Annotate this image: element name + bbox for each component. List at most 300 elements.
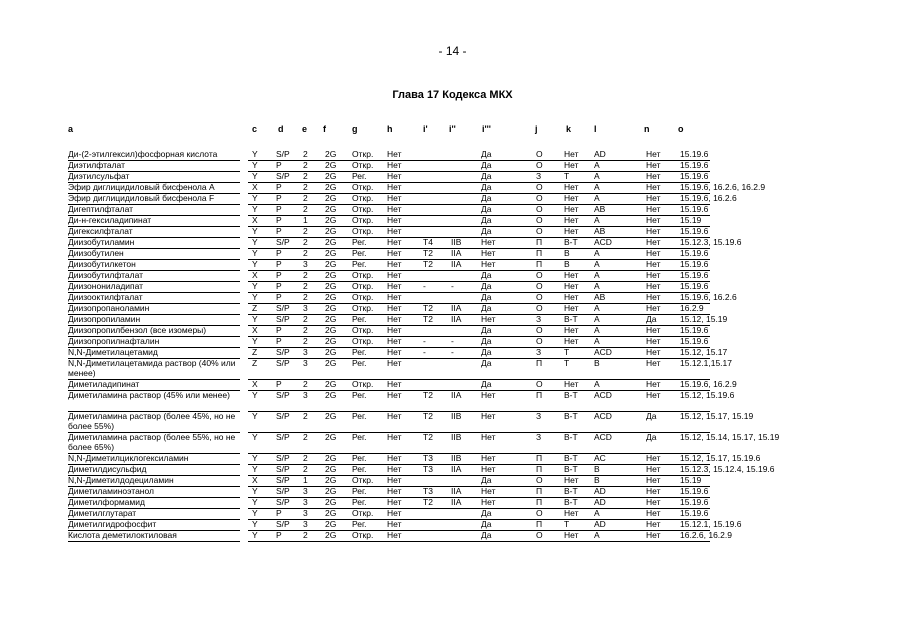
cell-i1: T2 <box>423 390 433 400</box>
substance-name: Диметиладипинат <box>68 379 140 389</box>
cell-n: Нет <box>646 347 661 357</box>
cell-c: X <box>252 325 258 335</box>
cell-f: 2G <box>325 530 337 540</box>
cell-j: О <box>536 379 543 389</box>
cell-d: P <box>276 204 282 214</box>
cell-l: A <box>594 314 600 324</box>
cell-j: П <box>536 464 543 474</box>
table-row <box>0 412 905 433</box>
cell-l: ACD <box>594 237 612 247</box>
substance-name: Диметилгидрофосфит <box>68 519 157 529</box>
cell-d: S/P <box>276 149 290 159</box>
cell-j: О <box>536 204 543 214</box>
cell-i1: T3 <box>423 486 433 496</box>
cell-n: Нет <box>646 215 661 225</box>
cell-k: В-Т <box>564 464 578 474</box>
cell-g: Откр. <box>352 508 374 518</box>
cell-e: 3 <box>303 508 308 518</box>
cell-d: S/P <box>276 237 290 247</box>
cell-e: 2 <box>303 270 308 280</box>
cell-d: S/P <box>276 464 290 474</box>
cell-j: О <box>536 336 543 346</box>
substance-name: Диметилдисульфид <box>68 464 147 474</box>
substance-name: Ди-(2-этилгексил)фосфорная кислота <box>68 149 218 159</box>
table-row <box>0 150 905 161</box>
cell-o: 15.19.6 <box>680 325 709 335</box>
cell-n: Да <box>646 411 657 421</box>
column-header: i''' <box>482 124 491 134</box>
cell-k: В-Т <box>564 497 578 507</box>
cell-g: Откр. <box>352 325 374 335</box>
substance-name: Ди-н-гексиладипинат <box>68 215 152 225</box>
cell-c: Y <box>252 149 258 159</box>
cell-d: S/P <box>276 358 290 368</box>
cell-i2: IIA <box>451 497 462 507</box>
cell-l: A <box>594 171 600 181</box>
substance-name: Диизопропилбензол (все изомеры) <box>68 325 207 335</box>
cell-h: Нет <box>387 411 402 421</box>
cell-i3: Да <box>481 160 492 170</box>
cell-o: 15.19.6, 16.2.9 <box>680 379 737 389</box>
row-rule <box>68 541 240 542</box>
cell-c: Y <box>252 390 258 400</box>
cell-l: В <box>594 464 600 474</box>
cell-f: 2G <box>325 292 337 302</box>
cell-e: 3 <box>303 390 308 400</box>
column-header: d <box>278 124 284 134</box>
cell-o: 15.12, 15.19.6 <box>680 390 735 400</box>
substance-name: Кислота деметилоктиловая <box>68 530 177 540</box>
substance-name: Диизобутилкетон <box>68 259 136 269</box>
cell-h: Нет <box>387 519 402 529</box>
cell-k: Нет <box>564 193 579 203</box>
cell-d: P <box>276 336 282 346</box>
cell-o: 15.19.6 <box>680 259 709 269</box>
cell-l: ACD <box>594 347 612 357</box>
cell-c: Y <box>252 508 258 518</box>
cell-n: Нет <box>646 171 661 181</box>
cell-i3: Да <box>481 347 492 357</box>
cell-n: Нет <box>646 475 661 485</box>
cell-c: Y <box>252 453 258 463</box>
cell-j: О <box>536 292 543 302</box>
cell-f: 2G <box>325 508 337 518</box>
cell-h: Нет <box>387 160 402 170</box>
cell-o: 15.19.6 <box>680 204 709 214</box>
cell-o: 15.19.6 <box>680 171 709 181</box>
cell-e: 2 <box>303 314 308 324</box>
cell-k: Нет <box>564 215 579 225</box>
cell-o: 15.19.6 <box>680 281 709 291</box>
cell-c: Y <box>252 336 258 346</box>
cell-g: Откр. <box>352 379 374 389</box>
cell-i3: Нет <box>481 486 496 496</box>
cell-e: 3 <box>303 347 308 357</box>
table-row <box>0 391 905 412</box>
cell-i1: T2 <box>423 432 433 442</box>
cell-o: 15.19.6 <box>680 149 709 159</box>
cell-f: 2G <box>325 390 337 400</box>
substance-name: Дигептилфталат <box>68 204 134 214</box>
cell-l: A <box>594 248 600 258</box>
cell-i2: IIB <box>451 432 462 442</box>
cell-i1: T3 <box>423 453 433 463</box>
cell-k: Нет <box>564 281 579 291</box>
cell-i3: Да <box>481 270 492 280</box>
cell-i2: IIB <box>451 237 462 247</box>
cell-d: P <box>276 226 282 236</box>
cell-h: Нет <box>387 358 402 368</box>
cell-i3: Да <box>481 530 492 540</box>
cell-e: 2 <box>303 432 308 442</box>
cell-c: Y <box>252 292 258 302</box>
cell-d: S/P <box>276 314 290 324</box>
substance-name: Диэтилсульфат <box>68 171 130 181</box>
cell-h: Нет <box>387 182 402 192</box>
cell-j: О <box>536 160 543 170</box>
cell-n: Нет <box>646 497 661 507</box>
cell-j: П <box>536 259 543 269</box>
cell-l: A <box>594 193 600 203</box>
cell-o: 15.19 <box>680 215 702 225</box>
cell-f: 2G <box>325 248 337 258</box>
cell-i3: Да <box>481 171 492 181</box>
cell-i1: T2 <box>423 259 433 269</box>
cell-d: S/P <box>276 486 290 496</box>
cell-j: О <box>536 325 543 335</box>
column-header: h <box>387 124 393 134</box>
cell-h: Нет <box>387 464 402 474</box>
substance-name: Диизобутилфталат <box>68 270 144 280</box>
substance-name: Диизопропиламин <box>68 314 141 324</box>
cell-l: ACD <box>594 411 612 421</box>
cell-g: Откр. <box>352 281 374 291</box>
cell-e: 2 <box>303 281 308 291</box>
cell-n: Нет <box>646 182 661 192</box>
cell-j: П <box>536 497 543 507</box>
cell-h: Нет <box>387 314 402 324</box>
cell-i3: Да <box>481 215 492 225</box>
cell-c: Y <box>252 432 258 442</box>
cell-i2: IIA <box>451 486 462 496</box>
cell-c: Y <box>252 519 258 529</box>
table-row <box>0 531 905 542</box>
cell-n: Нет <box>646 325 661 335</box>
column-header: g <box>352 124 358 134</box>
cell-j: О <box>536 215 543 225</box>
cell-c: Z <box>252 303 258 313</box>
cell-i3: Нет <box>481 464 496 474</box>
cell-f: 2G <box>325 160 337 170</box>
cell-n: Нет <box>646 237 661 247</box>
cell-d: P <box>276 325 282 335</box>
cell-o: 16.2.9 <box>680 303 704 313</box>
cell-e: 2 <box>303 325 308 335</box>
column-header-row <box>0 124 905 138</box>
cell-c: X <box>252 182 258 192</box>
cell-h: Нет <box>387 259 402 269</box>
cell-f: 2G <box>325 358 337 368</box>
cell-i2: IIA <box>451 464 462 474</box>
cell-f: 2G <box>325 149 337 159</box>
cell-g: Откр. <box>352 215 374 225</box>
cell-i3: Да <box>481 226 492 236</box>
cell-i3: Нет <box>481 453 496 463</box>
cell-d: P <box>276 215 282 225</box>
cell-n: Да <box>646 432 657 442</box>
cell-h: Нет <box>387 475 402 485</box>
cell-c: Y <box>252 160 258 170</box>
column-header: i' <box>423 124 428 134</box>
cell-i2: - <box>451 336 454 346</box>
cell-k: Нет <box>564 336 579 346</box>
cell-o: 15.12.3, 15.12.4, 15.19.6 <box>680 464 775 474</box>
cell-n: Нет <box>646 336 661 346</box>
cell-h: Нет <box>387 497 402 507</box>
cell-d: P <box>276 248 282 258</box>
cell-j: О <box>536 193 543 203</box>
cell-i1: - <box>423 336 426 346</box>
cell-k: Нет <box>564 303 579 313</box>
cell-d: P <box>276 281 282 291</box>
cell-o: 15.19.6 <box>680 486 709 496</box>
cell-i3: Да <box>481 508 492 518</box>
substance-name: Диметилформамид <box>68 497 145 507</box>
cell-n: Нет <box>646 226 661 236</box>
cell-o: 15.19.6 <box>680 226 709 236</box>
cell-h: Нет <box>387 215 402 225</box>
cell-j: П <box>536 519 543 529</box>
cell-k: Т <box>564 358 570 368</box>
cell-n: Нет <box>646 149 661 159</box>
cell-n: Нет <box>646 270 661 280</box>
cell-o: 15.19.6, 16.2.6, 16.2.9 <box>680 182 766 192</box>
cell-l: A <box>594 530 600 540</box>
substance-name: N,N-Диметилацетамид <box>68 347 158 357</box>
cell-o: 15.12.3, 15.19.6 <box>680 237 742 247</box>
cell-g: Рег. <box>352 497 367 507</box>
column-header: c <box>252 124 258 134</box>
cell-k: Нет <box>564 182 579 192</box>
cell-j: П <box>536 390 543 400</box>
cell-h: Нет <box>387 347 402 357</box>
cell-l: A <box>594 281 600 291</box>
cell-g: Откр. <box>352 182 374 192</box>
cell-d: S/P <box>276 390 290 400</box>
substance-name: Диметиламина раствор (более 55%, но не более 65%) <box>68 432 236 452</box>
cell-i3: Нет <box>481 237 496 247</box>
cell-i3: Да <box>481 519 492 529</box>
cell-e: 2 <box>303 411 308 421</box>
cell-l: A <box>594 303 600 313</box>
cell-o: 15.12, 15.17, 15.19 <box>680 411 754 421</box>
cell-j: О <box>536 530 543 540</box>
substance-name: N,N-Диметилдодециламин <box>68 475 174 485</box>
substance-name: Диизобутиламин <box>68 237 135 247</box>
cell-h: Нет <box>387 453 402 463</box>
cell-f: 2G <box>325 464 337 474</box>
cell-i3: Да <box>481 325 492 335</box>
cell-i2: IIB <box>451 411 462 421</box>
cell-j: З <box>536 314 542 324</box>
cell-g: Откр. <box>352 160 374 170</box>
cell-l: A <box>594 160 600 170</box>
cell-k: Нет <box>564 204 579 214</box>
cell-n: Нет <box>646 379 661 389</box>
substance-name: Диизобутилен <box>68 248 124 258</box>
cell-k: В-Т <box>564 314 578 324</box>
cell-e: 1 <box>303 215 308 225</box>
cell-h: Нет <box>387 193 402 203</box>
cell-k: Т <box>564 171 570 181</box>
cell-i3: Да <box>481 379 492 389</box>
cell-j: З <box>536 411 542 421</box>
cell-i3: Да <box>481 281 492 291</box>
cell-j: О <box>536 182 543 192</box>
cell-l: AB <box>594 292 606 302</box>
cell-c: Z <box>252 347 258 357</box>
cell-i1: T2 <box>423 248 433 258</box>
cell-n: Нет <box>646 281 661 291</box>
cell-g: Откр. <box>352 530 374 540</box>
cell-i1: T4 <box>423 237 433 247</box>
cell-h: Нет <box>387 292 402 302</box>
substance-name: Диизопропаноламин <box>68 303 150 313</box>
cell-g: Откр. <box>352 336 374 346</box>
cell-g: Рег. <box>352 347 367 357</box>
cell-i2: - <box>451 347 454 357</box>
cell-l: AB <box>594 226 606 236</box>
cell-c: Y <box>252 530 258 540</box>
cell-i2: IIA <box>451 303 462 313</box>
cell-l: A <box>594 182 600 192</box>
table-row <box>0 216 905 227</box>
cell-f: 2G <box>325 204 337 214</box>
cell-i1: T2 <box>423 303 433 313</box>
cell-o: 15.19.6 <box>680 336 709 346</box>
cell-i3: Нет <box>481 248 496 258</box>
cell-h: Нет <box>387 303 402 313</box>
cell-c: Y <box>252 259 258 269</box>
cell-i3: Да <box>481 358 492 368</box>
cell-d: S/P <box>276 432 290 442</box>
cell-h: Нет <box>387 432 402 442</box>
cell-j: П <box>536 237 543 247</box>
cell-g: Рег. <box>352 248 367 258</box>
cell-o: 15.12, 15.17, 15.19.6 <box>680 453 761 463</box>
cell-i3: Нет <box>481 390 496 400</box>
cell-n: Нет <box>646 453 661 463</box>
substance-name: Диизооктилфталат <box>68 292 143 302</box>
cell-e: 2 <box>303 248 308 258</box>
column-header: n <box>644 124 650 134</box>
cell-o: 16.2.6, 16.2.9 <box>680 530 732 540</box>
table-row <box>0 161 905 172</box>
cell-d: S/P <box>276 303 290 313</box>
cell-j: О <box>536 270 543 280</box>
cell-e: 3 <box>303 497 308 507</box>
cell-k: Нет <box>564 226 579 236</box>
table-row <box>0 194 905 205</box>
cell-o: 15.19.6 <box>680 497 709 507</box>
cell-l: В <box>594 358 600 368</box>
substance-name: Диизопропилнафталин <box>68 336 160 346</box>
cell-g: Рег. <box>352 453 367 463</box>
cell-i2: IIB <box>451 453 462 463</box>
cell-c: Y <box>252 486 258 496</box>
cell-d: P <box>276 182 282 192</box>
row-rule <box>248 541 710 542</box>
cell-d: P <box>276 270 282 280</box>
cell-k: В <box>564 248 570 258</box>
cell-n: Нет <box>646 204 661 214</box>
cell-h: Нет <box>387 248 402 258</box>
cell-i3: Да <box>481 149 492 159</box>
cell-k: В-Т <box>564 432 578 442</box>
cell-g: Откр. <box>352 292 374 302</box>
column-header: f <box>323 124 326 134</box>
cell-i3: Да <box>481 193 492 203</box>
cell-e: 2 <box>303 336 308 346</box>
cell-c: X <box>252 215 258 225</box>
cell-i3: Да <box>481 475 492 485</box>
cell-h: Нет <box>387 530 402 540</box>
cell-g: Откр. <box>352 193 374 203</box>
cell-e: 2 <box>303 453 308 463</box>
cell-f: 2G <box>325 519 337 529</box>
table-row <box>0 433 905 454</box>
cell-e: 3 <box>303 259 308 269</box>
cell-d: S/P <box>276 519 290 529</box>
cell-h: Нет <box>387 508 402 518</box>
cell-f: 2G <box>325 379 337 389</box>
cell-e: 2 <box>303 226 308 236</box>
substance-name: N,N-Диметилацетамида раствор (40% или менее) <box>68 358 236 378</box>
cell-f: 2G <box>325 497 337 507</box>
cell-n: Да <box>646 314 657 324</box>
cell-l: AD <box>594 149 606 159</box>
cell-d: P <box>276 530 282 540</box>
table-row <box>0 359 905 380</box>
cell-n: Нет <box>646 486 661 496</box>
cell-f: 2G <box>325 432 337 442</box>
cell-i1: T2 <box>423 497 433 507</box>
substance-name: Дигексилфталат <box>68 226 133 236</box>
cell-d: P <box>276 193 282 203</box>
cell-k: В-Т <box>564 411 578 421</box>
cell-f: 2G <box>325 325 337 335</box>
cell-k: Нет <box>564 270 579 280</box>
cell-k: Нет <box>564 530 579 540</box>
cell-j: З <box>536 347 542 357</box>
cell-e: 2 <box>303 149 308 159</box>
cell-h: Нет <box>387 390 402 400</box>
cell-f: 2G <box>325 226 337 236</box>
cell-f: 2G <box>325 193 337 203</box>
cell-j: О <box>536 226 543 236</box>
cell-c: X <box>252 379 258 389</box>
cell-o: 15.19.6, 16.2.6 <box>680 292 737 302</box>
cell-e: 3 <box>303 358 308 368</box>
cell-f: 2G <box>325 336 337 346</box>
substance-name: Эфир диглицидиловый бисфенола А <box>68 182 215 192</box>
cell-k: Нет <box>564 160 579 170</box>
cell-e: 2 <box>303 160 308 170</box>
cell-i3: Да <box>481 204 492 214</box>
cell-e: 2 <box>303 193 308 203</box>
cell-d: S/P <box>276 475 290 485</box>
cell-e: 2 <box>303 182 308 192</box>
